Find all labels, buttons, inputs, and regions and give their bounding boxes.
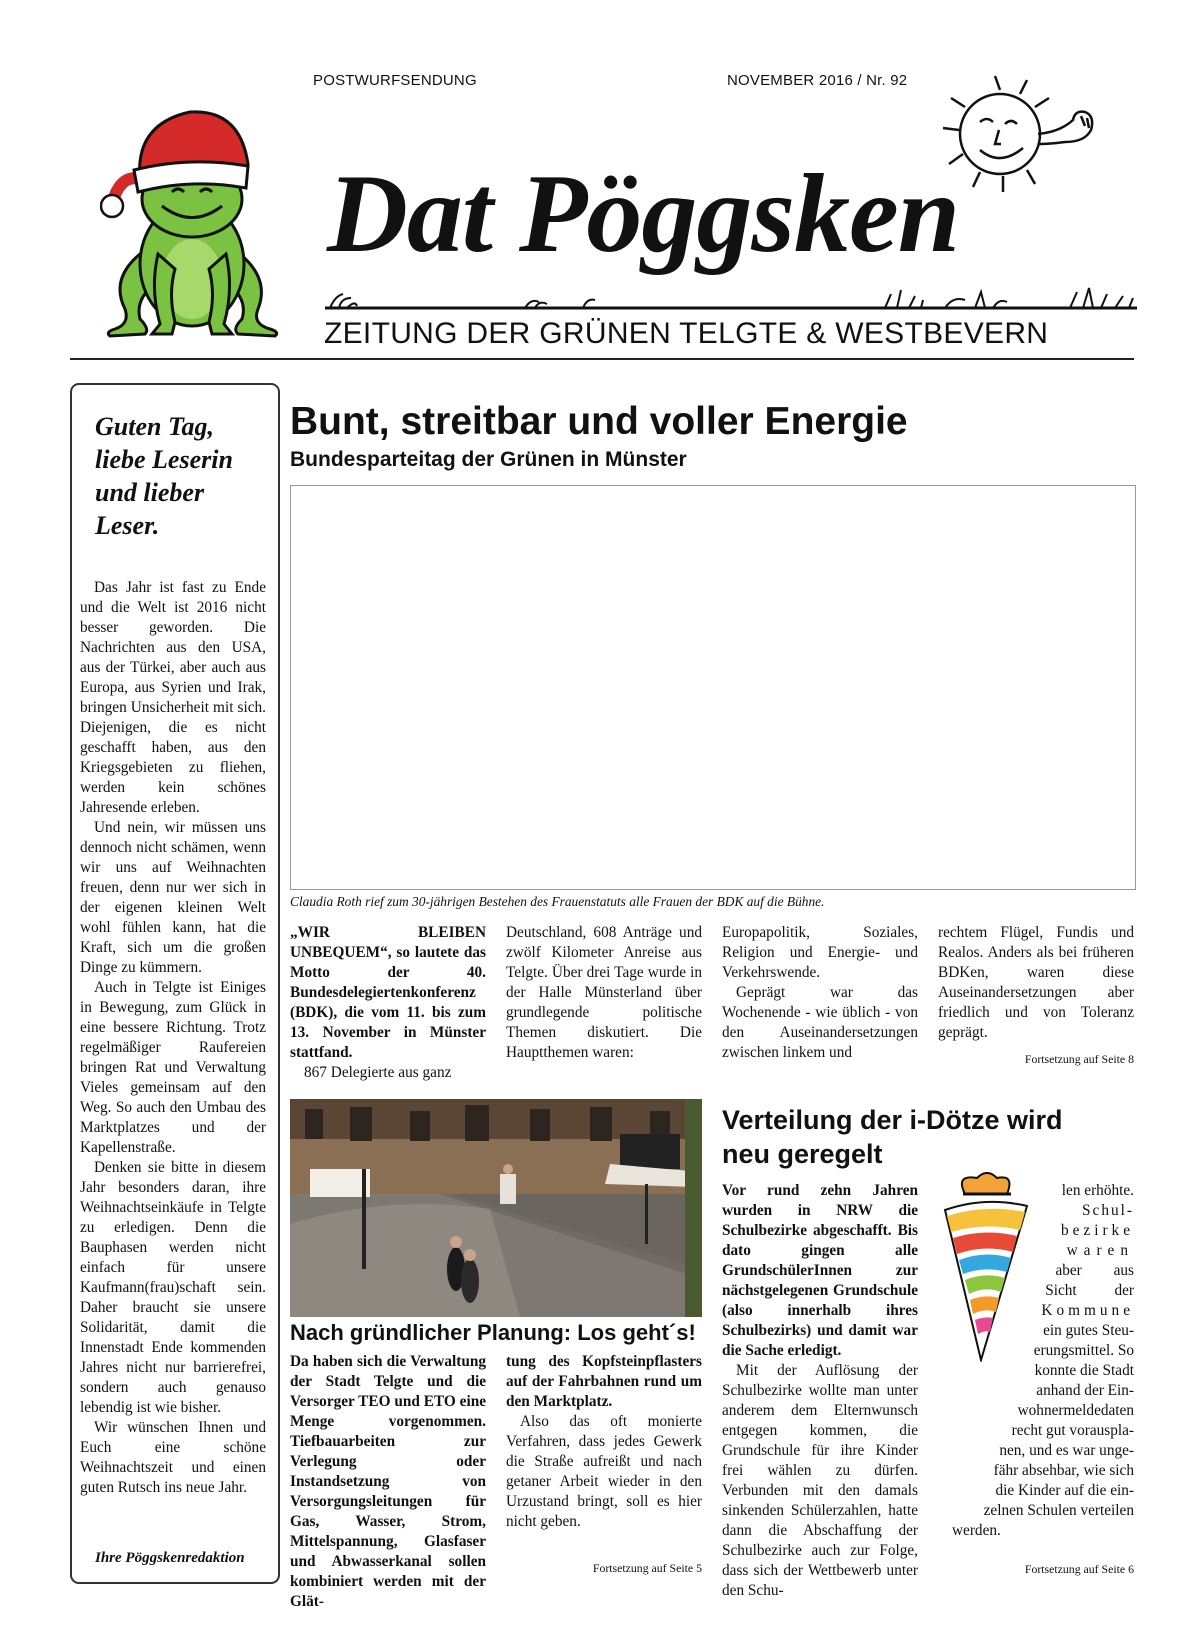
school-flow-line: waren [1066,1242,1134,1259]
lead-photo-caption: Claudia Roth rief zum 30-jährigen Bestehen des Frauenstatuts alle Frauen der BDK auf die Bühne. [290,894,825,909]
lead-paragraph: Europapolitik, Soziales, Religion und Energie- und Verkehrswende. [722,924,918,981]
lead-headline: Bunt, streitbar und voller Energie [290,400,908,443]
school-flow-line: nen, und es war unge- [999,1442,1134,1459]
school-flow-line: die Kinder auf die ein- [995,1482,1134,1499]
planning-headline: Nach gründlicher Planung: Los geht´s! [290,1320,696,1345]
lead-column-2 [506,923,702,1063]
school-flow-line: Kommune [1041,1302,1134,1319]
greeting-line: und lieber [95,478,205,507]
greeting-line: liebe Leserin [95,445,233,474]
masthead-subtitle: ZEITUNG DER GRÜNEN TELGTE & WESTBEVERN [324,317,1049,350]
school-headline [722,1103,1134,1171]
editorial-text [80,578,266,1498]
greeting-heading [95,410,270,542]
lead-column-3 [722,923,918,1063]
editorial-paragraph: Auch in Telgte ist Einiges in Bewegung, zum Glück in eine bessere Richtung. Trotz regelmäßiger Raufereien bringen Rat und Verwaltung Vieles gemeinsam auf den Weg. So auch den Umbau des Marktplatzes und der Kapellenstraße. [80,979,266,1156]
school-flow-line: zelnen Schulen verteilen [983,1502,1134,1519]
masthead-title: Dat Pöggsken [327,152,959,276]
school-headline-line: neu geregelt [722,1139,883,1169]
school-flow-line: konnte die Stadt [1034,1362,1134,1379]
planning-intro: Da haben sich die Verwaltung der Stadt Telgte und die Versorger TEO und ETO eine Menge vorgenommen. Tiefbauarbeiten zur Verlegung oder Instandsetzung von Versorgungsleitungen für Gas, Wasser, Strom, Mittelspannung, Glasfaser und Abwasserkanal sollen kombiniert werden mit der Glät- [290,1353,486,1610]
school-flow-line: ein gutes Steu- [1043,1322,1134,1339]
editorial-paragraph: Wir wünschen Ihnen und Euch eine schöne Weihnachtszeit und einen guten Rutsch ins neue Jahr. [80,1419,266,1496]
issue-label: NOVEMBER 2016 / Nr. 92 [727,72,908,89]
editorial-paragraph: Denken sie bitte in diesem Jahr besonders daran, ihre Weihnachtseinkäufe in Telgte zu erledigen. Denn die Bauphasen werden nicht einfach für unsere Kaufmann(frau)schaft sein. Daher braucht sie unsere Solidarität, damit die Innenstadt Ende kommenden Jahres nicht nur barrierefrei, sondern auch genauso lebendig ist wie bisher. [80,1159,266,1416]
sun-doodle-icon [935,72,1100,197]
planning-column-1 [290,1352,486,1612]
postwurf-label: POSTWURFSENDUNG [313,72,477,89]
greeting-line: Guten Tag, [95,412,214,441]
lead-column-4 [938,923,1134,1043]
header-rule [70,358,1134,360]
frog-mascot-logo [100,104,285,339]
planning-paragraph: Also das oft monierte Verfahren, dass jedes Gewerk die Straße aufreißt und nach getaner Arbeit wieder in den Urzustand bringt, soll es hier nicht geben. [506,1413,702,1530]
school-column-1 [722,1181,918,1601]
school-flow-line: recht gut vorauspla- [1011,1422,1134,1439]
school-flow-line: aber aus [1055,1262,1134,1279]
school-flow-line: Schul- [1082,1202,1134,1219]
lead-paragraph: rechtem Flügel, Fundis und Realos. Anders als bei früheren BDKen, waren diese Auseinandersetzungen aber friedlich und von Toleranz geprägt. [938,924,1134,1041]
lead-paragraph: Deutschland, 608 Anträge und zwölf Kilometer Anreise aus Telgte. Über drei Tage wurde in der Halle Münsterland über grundlegende politische Themen diskutiert. Die Hauptthemen waren: [506,924,702,1061]
school-flow-line: werden. [952,1522,1001,1539]
school-flow-line: fähr absehbar, wie sich [993,1462,1134,1479]
market-square-photo [290,1099,702,1317]
greeting-line: Leser. [95,511,160,540]
school-flow-line: wohnermeldedaten [1017,1402,1134,1419]
school-flow-line: bezirke [1060,1222,1134,1239]
lead-paragraph: Geprägt war das Wochenende - wie üblich - von den Auseinandersetzungen zwischen linkem und [722,984,918,1061]
lead-subheadline: Bundesparteitag der Grünen in Münster [290,448,687,471]
school-intro: Vor rund zehn Jahren wurden in NRW die Schulbezirke abgeschafft. Bis dato gingen alle GrundschülerInnen zur nächstgelegenen Grundschule (also innerhalb ihres Schulbezirks) und damit war die Sache erledigt. [722,1182,918,1359]
grass-divider [325,280,1137,314]
lead-intro: „WIR BLEIBEN UNBEQUEM“, so lautete das Motto der 40. Bundesdelegiertenkonferenz (BDK), die vom 11. bis zum 13. November in Münster stattfand. [290,924,486,1061]
planning-column-2 [506,1352,702,1532]
lead-column-1 [290,923,486,1083]
editorial-paragraph: Das Jahr ist fast zu Ende und die Welt ist 2016 nicht besser geworden. Die Nachrichten aus den USA, aus der Türkei, aber auch aus Europa, aus Syrien und Irak, bringen Unsicherheit mit sich. Diejenigen, die es nicht geschafft haben, aus den Kriegsgebieten zu fliehen, werden kein schönes Jahresende erleben. [80,579,266,816]
planning-intro-cont: tung des Kopfsteinpflasters auf der Fahrbahnen rund um den Marktplatz. [506,1353,702,1410]
editorial-signature: Ihre Pöggskenredaktion [95,1550,245,1566]
school-flow-line: len erhöhte. [1061,1182,1134,1199]
editorial-paragraph: Und nein, wir müssen uns dennoch nicht schämen, wenn wir uns auf Weihnachten freuen, denn nur wer sich in der eigenen kleinen Welt wohl fühlen kann, hat die Kraft, sich um die großen Dinge zu kümmern. [80,819,266,976]
school-continued-note: Fortsetzung auf Seite 6 [1024,1562,1134,1576]
lead-continued-note: Fortsetzung auf Seite 8 [1024,1052,1134,1066]
school-flow-line: Sicht der [1045,1282,1134,1299]
school-headline-line: Verteilung der i-Dötze wird [722,1105,1063,1135]
planning-continued-note: Fortsetzung auf Seite 5 [592,1561,702,1575]
school-flow-line: anhand der Ein- [1036,1382,1134,1399]
school-column-2 [938,1181,1134,1541]
lead-photo-placeholder [290,485,1136,890]
school-paragraph: Mit der Auflösung der Schulbezirke wollte man unter anderem dem Elternwunsch entgegen kommen, die Grundschule für ihre Kinder frei wählen zu dürfen. Verbunden mit den damals sinkenden Schülerzahlen, hatte dann die Abschaffung der Schulbezirke auch zur Folge, dass sich der Wettbewerb unter den Schu- [722,1362,918,1599]
lead-paragraph: 867 Delegierte aus ganz [304,1064,452,1081]
school-flow-line: erungsmittel. So [1033,1342,1134,1359]
